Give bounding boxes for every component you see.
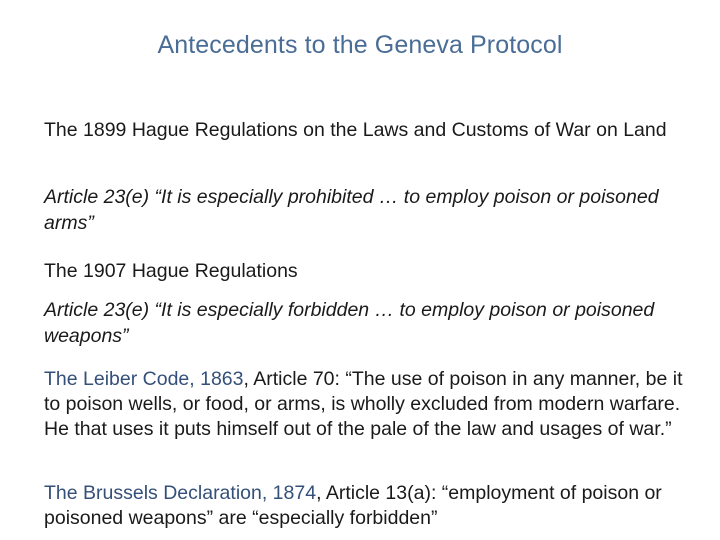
item-1907-article	[44, 297, 684, 349]
item-source: The Brussels Declaration, 1874	[44, 482, 317, 504]
item-text: Article 23(e) “It is especially prohibited … to employ poison or poisoned arms”	[44, 186, 659, 234]
item-brussels-declaration	[44, 481, 684, 531]
slide-title: Antecedents to the Geneva Protocol	[157, 31, 563, 59]
item-text: , Article 70: “The use of poison in any manner, be it to poison wells, or food, or arms, is wholly excluded from modern warfare. He that uses it puts himself out of the pale of the law and usages of war.”	[44, 368, 683, 440]
item-source: The Leiber Code, 1863	[44, 368, 244, 390]
item-text: The 1907 Hague Regulations	[44, 260, 298, 282]
item-text: , Article 13(a): “employment of poison or poisoned weapons” are “especially forbidden”	[44, 482, 662, 529]
item-text: Article 23(e) “It is especially forbidden … to employ poison or poisoned weapons”	[44, 299, 655, 347]
item-text: The 1899 Hague Regulations on the Laws and Customs of War on Land	[44, 119, 667, 141]
item-1907-hague	[44, 258, 684, 284]
item-1899-hague	[44, 117, 684, 143]
item-leiber-code	[44, 367, 684, 442]
item-1899-article	[44, 184, 684, 236]
